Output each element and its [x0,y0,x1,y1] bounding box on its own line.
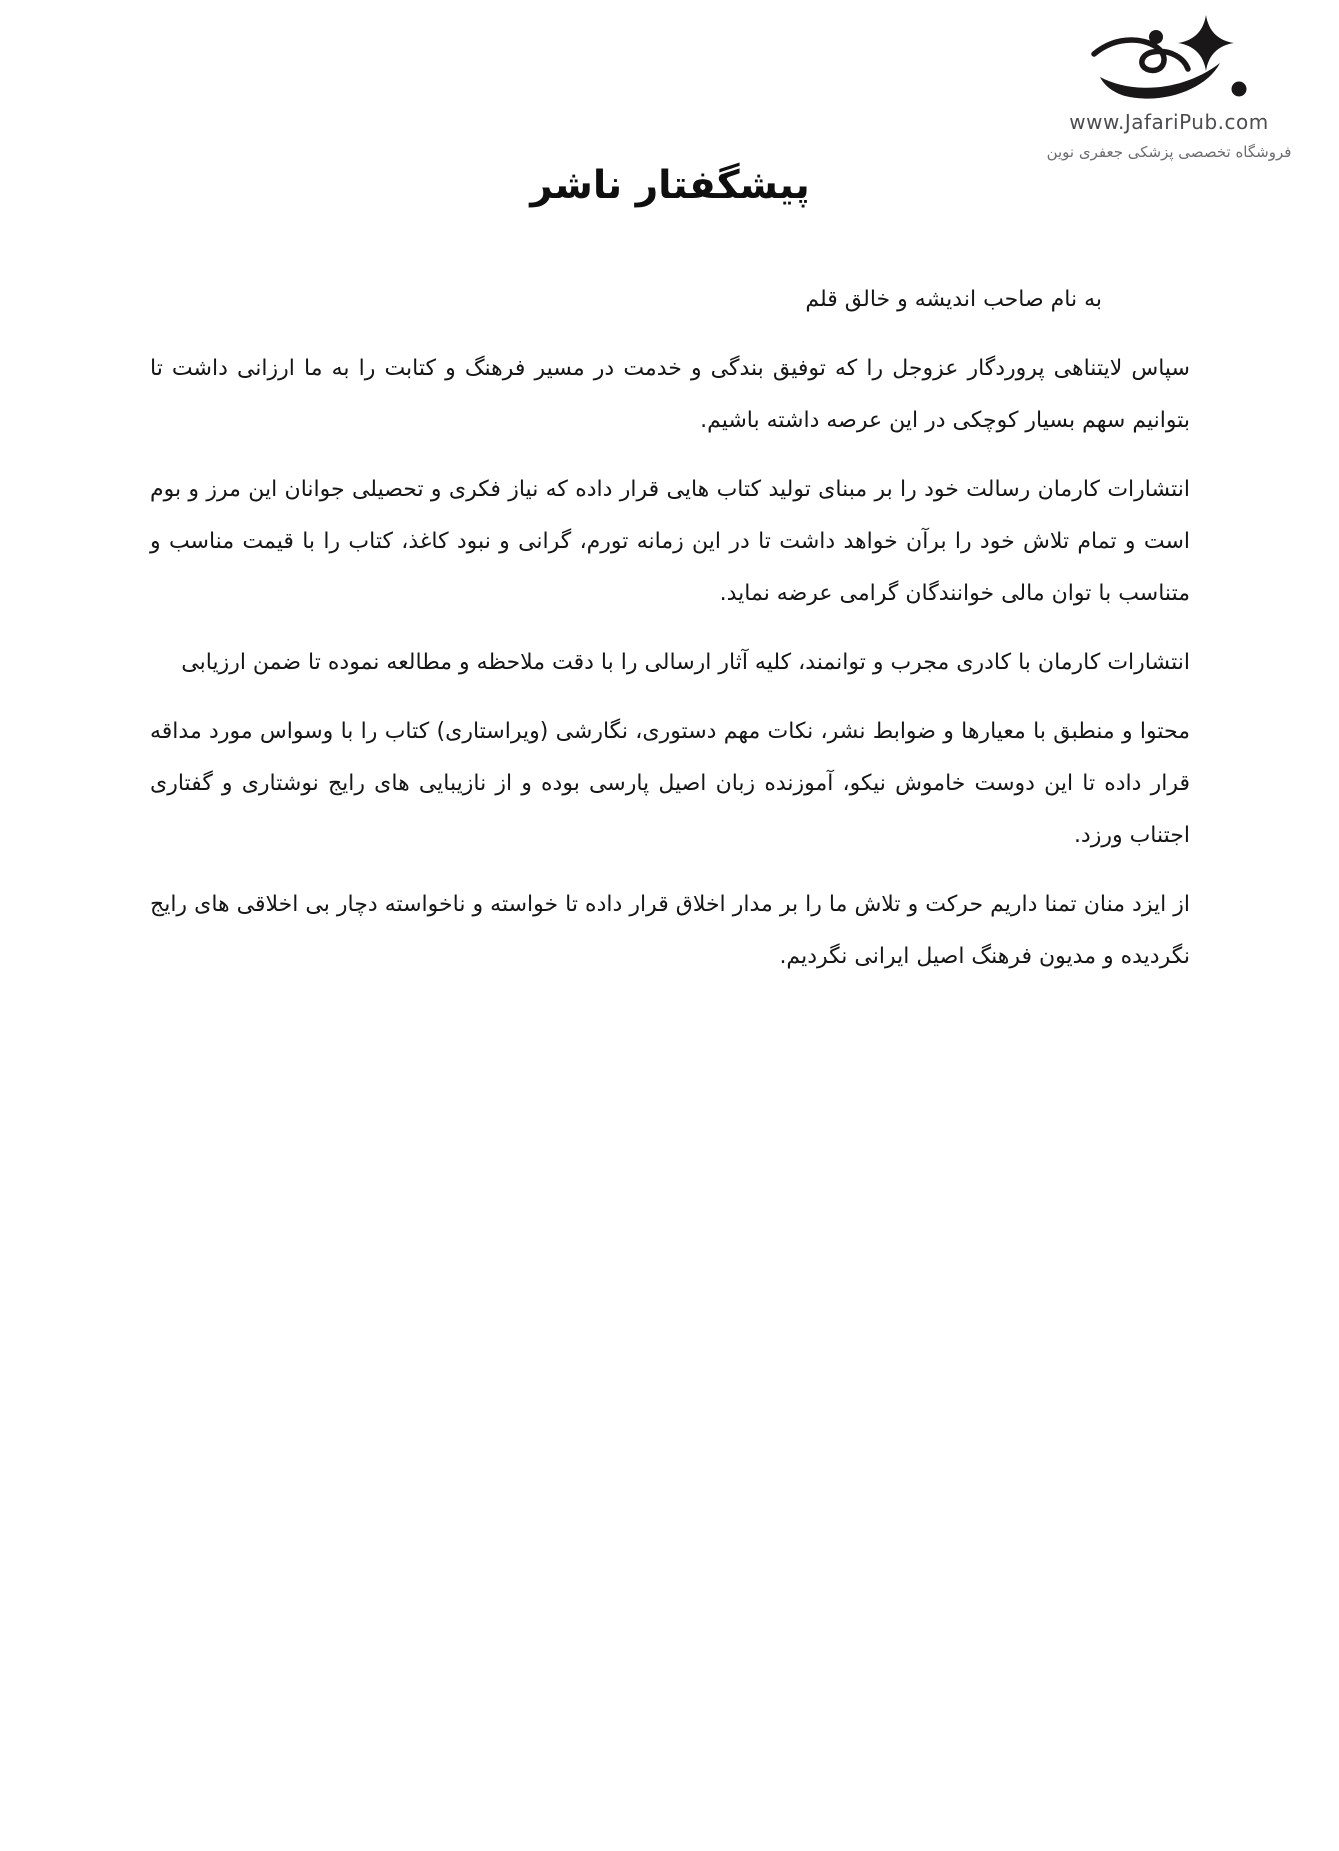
publisher-tagline: فروشگاه تخصصی پزشکی جعفری نوین [1046,143,1292,161]
paragraph-opening-dedication: به نام صاحب اندیشه و خالق قلم [805,287,1102,312]
paragraph-closing-prayer: از ایزد منان تمنا داریم حرکت و تلاش ما را بر مدار اخلاق قرار داده تا خواسته و ناخواسته دچار بی اخلاقی های رایج نگردیده و مدیون فرهنگ اصیل ایرانی نگردیم. [150,892,1190,969]
page-title: پیشگفتار ناشر [530,163,810,208]
publisher-calligraphy-logo-icon [1090,14,1248,108]
document-body [150,274,1190,983]
paragraph-gratitude: سپاس لایتناهی پروردگار عزوجل را که توفیق بندگی و خدمت در مسیر فرهنگ و کتابت را به ما ارزانی داشت تا بتوانیم سهم بسیار کوچکی در این عرصه داشته باشیم. [150,356,1190,433]
paragraph-mission: انتشارات کارمان رسالت خود را بر مبنای تولید کتاب هایی قرار داده که نیاز فکری و تحصیلی جوانان این مرز و بوم است و تمام تلاش خود را برآن خواهد داشت تا در این زمانه تورم، گرانی و نبود کاغذ، کتاب را با قیمت مناسب و متناسب با توان مالی خوانندگان گرامی عرضه نماید. [150,477,1190,606]
paragraph-editing-standards: محتوا و منطبق با معیارها و ضوابط نشر، نکات مهم دستوری، نگارشی (ویراستاری) کتاب را با وسواس مورد مداقه قرار داده تا این دوست خاموش نیکو، آموزنده زبان اصیل پارسی بوده و از نازیبایی های رایج نوشتاری و گفتاری اجتناب ورزد. [150,719,1190,848]
publisher-website-url: www.JafariPub.com [1069,110,1269,134]
publisher-brand-block [1045,14,1293,161]
paragraph-staff-review: انتشارات کارمان با کادری مجرب و توانمند، کلیه آثار ارسالی را با دقت ملاحظه و مطالعه نموده تا ضمن ارزیابی [181,650,1190,675]
